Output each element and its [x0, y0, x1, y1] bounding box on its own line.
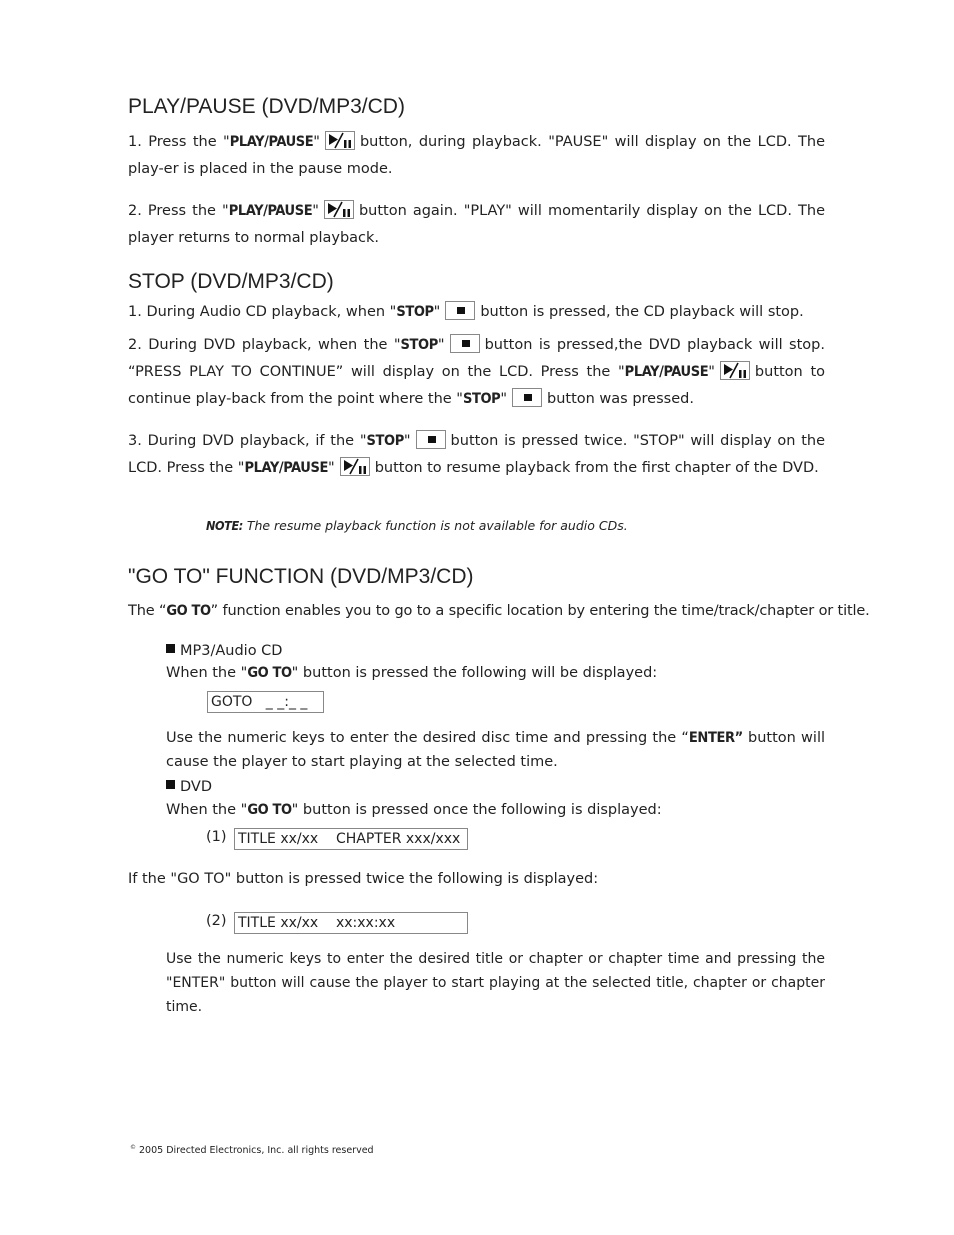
enter-button-label: ENTER” — [688, 730, 743, 746]
goto-intro: The “GO TO” function enables you to go to a specific location by entering the time/track/chapter or title. — [128, 603, 870, 619]
dvd-when-text: When the "GO TO" button is pressed once the following is displayed: — [166, 802, 662, 818]
stop-button-label: STOP — [366, 433, 404, 449]
dvd-use-text: Use the numeric keys to enter the desired title or chapter or chapter time and pressing the "ENTER" button will cause the player to start playing at the selected title, chapter or chapter time. — [166, 951, 825, 1015]
dvd-display-1-label: (1) — [206, 829, 227, 845]
stop-icon — [445, 301, 475, 320]
mp3-when-text: When the "GO TO" button is pressed the following will be displayed: — [166, 665, 658, 681]
mp3-use-text: Use the numeric keys to enter the desired disc time and pressing the “ENTER” button will cause the player to start playing at the selected time. — [166, 730, 825, 770]
goto-button-label: GO TO — [247, 802, 292, 818]
goto-heading: "GO TO" FUNCTION (DVD/MP3/CD) — [128, 565, 474, 588]
stop-button-label: STOP — [400, 337, 438, 353]
play-pause-button-label: PLAY/PAUSE — [244, 460, 329, 476]
stop-note: NOTE: The resume playback function is not available for audio CDs. — [206, 517, 628, 533]
stop-icon — [416, 430, 446, 449]
stop-step-2: 2. During DVD playback, when the "STOP" button is pressed,the DVD playback will stop. “PRESS PLAY TO CONTINUE” will display on the LCD. Press the "PLAY/PAUSE" button to continue play-back from the point where the "STOP" button was pressed. — [128, 332, 825, 413]
dvd-title-time-lcd-display: TITLE xx/xx xx:xx:xx — [234, 912, 468, 934]
play-pause-icon — [324, 200, 354, 219]
copyright-footer: © 2005 Directed Electronics, Inc. all rights reserved — [130, 1144, 374, 1156]
mp3-goto-lcd-display: GOTO _ _:_ _ — [207, 691, 324, 713]
dvd-title-chapter-lcd-display: TITLE xx/xx CHAPTER xxx/xxx — [234, 828, 468, 850]
note-label: NOTE: — [206, 517, 243, 533]
play-pause-icon — [325, 131, 355, 150]
stop-button-label: STOP — [462, 391, 501, 407]
play-pause-button-label: PLAY/PAUSE — [229, 134, 314, 150]
square-bullet-icon — [166, 780, 175, 789]
copyright-symbol: © — [130, 1144, 136, 1151]
play-pause-heading: PLAY/PAUSE (DVD/MP3/CD) — [128, 95, 405, 118]
stop-heading: STOP (DVD/MP3/CD) — [128, 270, 334, 293]
stop-icon — [512, 388, 542, 407]
play-pause-button-label: PLAY/PAUSE — [624, 364, 709, 380]
mp3-subsection-title: MP3/Audio CD — [166, 638, 282, 665]
stop-step-1: 1. During Audio CD playback, when "STOP" button is pressed, the CD playback will stop. — [128, 299, 825, 326]
dvd-subsection-title: DVD — [166, 774, 212, 801]
goto-button-label: GO TO — [247, 665, 292, 681]
stop-icon — [450, 334, 480, 353]
stop-button-label: STOP — [396, 304, 434, 320]
play-pause-step-1: 1. Press the "PLAY/PAUSE" button, during playback. "PAUSE" will display on the LCD. The play-er is placed in the pause mode. — [128, 129, 825, 183]
play-pause-icon — [340, 457, 370, 476]
dvd-twice-text: If the "GO TO" button is pressed twice the following is displayed: — [128, 871, 599, 887]
play-pause-icon — [720, 361, 750, 380]
goto-button-label: GO TO — [166, 603, 211, 619]
play-pause-step-2: 2. Press the "PLAY/PAUSE" button again. "PLAY" will momentarily display on the LCD. The player returns to normal playback. — [128, 198, 825, 252]
play-pause-button-label: PLAY/PAUSE — [228, 203, 313, 219]
dvd-display-2-label: (2) — [206, 913, 227, 929]
square-bullet-icon — [166, 644, 175, 653]
stop-step-3: 3. During DVD playback, if the "STOP" button is pressed twice. "STOP" will display on the LCD. Press the "PLAY/PAUSE" button to resume playback from the first chapter of the DVD. — [128, 428, 825, 482]
